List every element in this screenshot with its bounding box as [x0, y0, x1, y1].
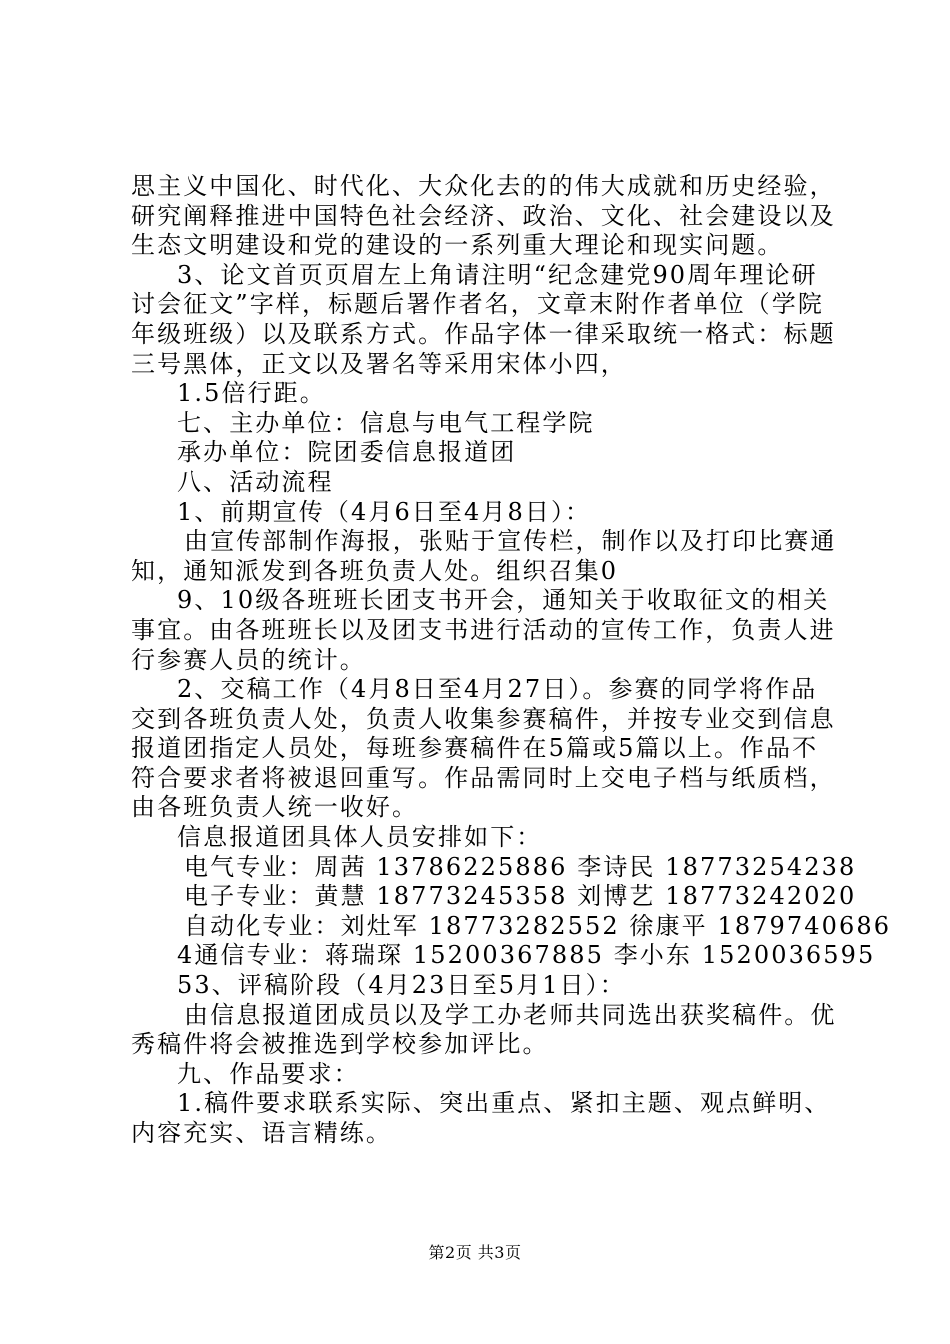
text-line: 九、作品要求：	[177, 1059, 360, 1088]
text-line: 研究阐释推进中国特色社会经济、政治、文化、社会建设以及	[131, 201, 836, 230]
text-line: 4通信专业：蒋瑞琛 15200367885 李小东 1520036595	[177, 941, 876, 970]
text-line: 1.5倍行距。	[177, 379, 326, 408]
document-body	[131, 172, 892, 1149]
text-line: 自动化专业：刘灶军 18773282552 徐康平 1879740686	[184, 911, 892, 940]
text-line: 八、活动流程	[177, 467, 334, 496]
text-line: 讨会征文”字样，标题后署作者名，文章末附作者单位（学院	[131, 290, 824, 319]
text-line: 由信息报道团成员以及学工办老师共同选出获奖稿件。优	[184, 1000, 837, 1029]
text-line: 9、10级各班班长团支书开会，通知关于收取征文的相关	[177, 586, 830, 615]
text-line: 3、论文首页页眉左上角请注明“纪念建党90周年理论研	[177, 260, 818, 289]
text-line: 思主义中国化、时代化、大众化去的的伟大成就和历史经验，	[131, 172, 836, 200]
text-line: 由宣传部制作海报，张贴于宣传栏，制作以及打印比赛通	[184, 527, 837, 556]
text-line: 交到各班负责人处，负责人收集参赛稿件，并按专业交到信息	[131, 704, 836, 733]
text-line: 七、主办单位：信息与电气工程学院	[177, 408, 595, 437]
text-line: 1.稿件要求联系实际、突出重点、紧扣主题、观点鲜明、	[177, 1089, 831, 1118]
text-line: 知，通知派发到各班负责人处。组织召集0	[131, 556, 619, 585]
text-line: 内容充实、语言精练。	[131, 1119, 392, 1147]
text-line: 生态文明建设和党的建设的一系列重大理论和现实问题。	[131, 231, 784, 260]
text-line: 1、前期宣传（4月6日至4月8日）：	[177, 497, 592, 526]
text-line: 事宜。由各班班长以及团支书进行活动的宣传工作，负责人进	[131, 615, 836, 644]
text-line: 报道团指定人员处，每班参赛稿件在5篇或5篇以上。作品不	[131, 734, 819, 763]
text-line: 电子专业：黄慧 18773245358 刘博艺 18773242020	[184, 882, 857, 911]
text-line: 承办单位：院团委信息报道团	[177, 438, 517, 467]
text-line: 53、评稿阶段（4月23日至5月1日）：	[177, 971, 626, 1000]
text-line: 年级班级）以及联系方式。作品字体一律采取统一格式：标题	[131, 319, 836, 348]
text-line: 秀稿件将会被推选到学校参加评比。	[131, 1030, 549, 1059]
text-line: 电气专业：周茜 13786225886 李诗民 18773254238	[184, 852, 857, 881]
text-line: 三号黑体，正文以及署名等采用宋体小四，	[131, 349, 627, 378]
text-line: 2、交稿工作（4月8日至4月27日）。参赛的同学将作品	[177, 675, 818, 704]
text-line: 由各班负责人统一收好。	[131, 793, 419, 822]
text-line: 信息报道团具体人员安排如下：	[177, 823, 543, 852]
text-line: 符合要求者将被退回重写。作品需同时上交电子档与纸质档，	[131, 763, 836, 792]
text-line: 行参赛人员的统计。	[131, 645, 366, 674]
page-footer: 第2页 共3页	[428, 1243, 522, 1262]
